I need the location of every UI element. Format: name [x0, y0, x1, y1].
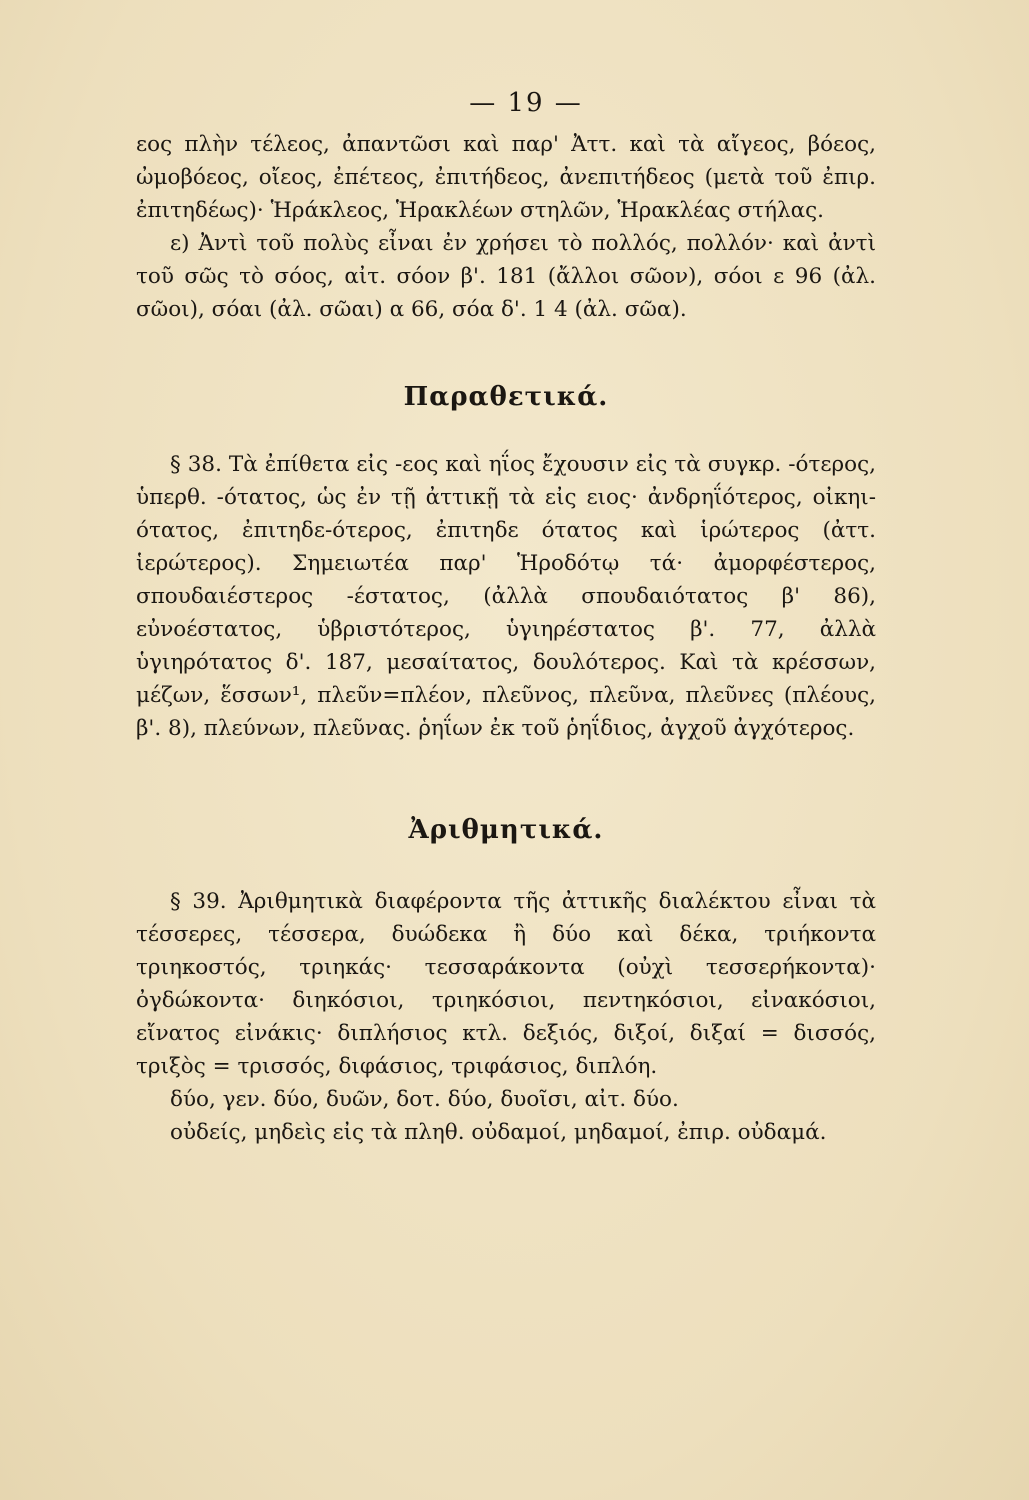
section-heading-arithmetika: Ἀριθμητικά.: [408, 815, 604, 845]
intro-paragraph-1: εος πλὴν τέλεος, ἀπαντῶσι καὶ παρ' Ἀττ. καὶ τὰ αἴγεος, βόεος, ὠμοβόεος, οἴεος, ἐπέτεος, ἐπιτήδεος, ἀνεπιτήδεος (μετὰ τοῦ ἐπιρ. ἐπιτηδέως)· Ἡράκλεος, Ἡρακλέων στηλῶν, Ἡρακλέας στήλας.: [136, 132, 876, 223]
arithmetika-line-oudeis: οὐδείς, μηδεὶς εἰς τὰ πληθ. οὐδαμοί, μηδαμοί, ἐπιρ. οὐδαμά.: [170, 1120, 827, 1145]
page-number: — 19 —: [469, 88, 583, 118]
section-heading-paratheta: Παραθετικά.: [403, 382, 609, 412]
arithmetika-line-dyo: δύο, γεν. δύο, δυῶν, δοτ. δύο, δυοῖσι, αἰτ. δύο.: [170, 1087, 679, 1112]
intro-paragraph-2: ε) Ἀντὶ τοῦ πολὺς εἶναι ἐν χρήσει τὸ πολλός, πολλόν· καὶ ἀντὶ τοῦ σῶς τὸ σόος, αἰτ. σόον β'. 181 (ἄλλοι σῶον), σόοι ε 96 (ἀλ. σῶοι), σόαι (ἀλ. σῶαι) α 66, σόα δ'. 1 4 (ἀλ. σῶα).: [136, 231, 876, 322]
page-content: [136, 88, 876, 1149]
paratheta-paragraph: § 38. Τὰ ἐπίθετα εἰς -εος καὶ ηΐος ἔχουσιν εἰς τὰ συγκρ. -ότερος, ὑπερθ. -ότατος, ὡς ἐν τῇ ἀττικῇ τὰ εἰς ειος· ἀνδρηΐότερος, οἰκηι-ότατος, ἐπιτηδε-ότερος, ἐπιτηδε ότατος καὶ ἱρώτερος (ἀττ. ἱερώτερος). Σημειωτέα παρ' Ἡροδότῳ τά· ἀμορφέστερος, σπουδαιέστερος -έστατος, (ἀλλὰ σπουδαιότατος β' 86), εὐνοέστατος, ὑβριστότερος, ὑγιηρέστατος β'. 77, ἀλλὰ ὑγιηρότατος δ'. 187, μεσαίτατος, δουλότερος. Καὶ τὰ κρέσσων, μέζων, ἕσσων¹, πλεῦν=πλέον, πλεῦνος, πλεῦνα, πλεῦνες (πλέους, β'. 8), πλεύνων, πλεῦνας. ῥηΐων ἐκ τοῦ ῥηΐδιος, ἀγχοῦ ἀγχότερος.: [136, 452, 876, 741]
arithmetika-paragraph: § 39. Ἀριθμητικὰ διαφέροντα τῆς ἀττικῆς διαλέκτου εἶναι τὰ τέσσερες, τέσσερα, δυώδεκα ἢ δύο καὶ δέκα, τριήκοντα τριηκοστός, τριηκάς· τεσσαράκοντα (οὐχὶ τεσσερήκοντα)· ὀγδώκοντα· διηκόσιοι, τριηκόσιοι, πεντηκόσιοι, εἰνακόσιοι, εἴνατος εἰνάκις· διπλήσιος κτλ. δεξιός, διξοί, διξαί = δισσός, τριξὸς = τρισσός, διφάσιος, τριφάσιος, διπλόη.: [136, 889, 876, 1079]
